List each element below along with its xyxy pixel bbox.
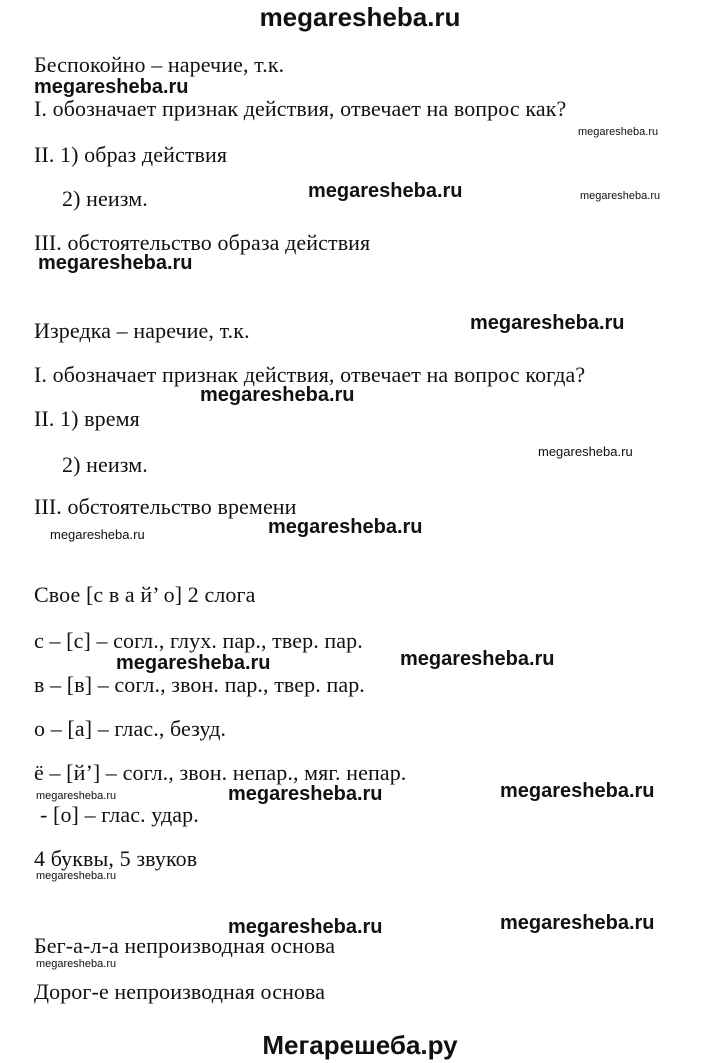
bespokoyno-line4: III. обстоятельство образа действия [34,230,371,255]
watermark: megaresheba.ru [578,126,659,138]
watermark: megaresheba.ru [38,252,193,274]
izredka-line2: II. 1) время [34,406,140,431]
watermark: megaresheba.ru [500,780,655,802]
svoe-v: в – [в] – согл., звон. пар., твер. пар. [34,672,365,697]
izredka-line1: I. обозначает признак действия, отвечает на вопрос когда? [34,362,586,387]
svoe-yo2: - [о] – глас. удар. [40,802,199,827]
watermark: megaresheba.ru [268,516,423,538]
watermark: megaresheba.ru [228,783,383,805]
morph-line1: Бег-а-л-а непроизводная основа [34,933,336,958]
morph-line2: Дорог-е непроизводная основа [34,979,326,1004]
svoe-title: Свое [с в а й’ о] 2 слога [34,582,256,607]
svoe-summary: 4 буквы, 5 звуков [34,846,198,871]
page-footer-site: Мегарешеба.ру [262,1030,458,1060]
watermark: megaresheba.ru [580,190,661,202]
watermark: megaresheba.ru [34,76,189,98]
svoe-s: с – [с] – согл., глух. пар., твер. пар. [34,628,363,653]
watermark: megaresheba.ru [116,652,271,674]
svoe-o: о – [а] – глас., безуд. [34,716,227,741]
page-header-site: megaresheba.ru [259,2,461,32]
bespokoyno-line3: 2) неизм. [62,186,148,211]
bespokoyno-line2: II. 1) образ действия [34,142,228,167]
watermark: megaresheba.ru [538,444,633,459]
watermark: megaresheba.ru [500,912,655,934]
izredka-title: Изредка – наречие, т.к. [34,318,250,343]
watermark: megaresheba.ru [400,648,555,670]
watermark: megaresheba.ru [36,790,117,802]
watermark: megaresheba.ru [36,958,117,970]
izredka-line3: 2) неизм. [62,452,148,477]
watermark: megaresheba.ru [36,870,117,882]
watermark: megaresheba.ru [50,527,145,542]
bespokoyno-line1: I. обозначает признак действия, отвечает на вопрос как? [34,96,567,121]
bespokoyno-title: Беспокойно – наречие, т.к. [34,52,285,77]
svoe-yo: ё – [й’] – согл., звон. непар., мяг. непар. [34,760,407,785]
watermark: megaresheba.ru [470,312,625,334]
watermark: megaresheba.ru [228,916,383,938]
watermark: megaresheba.ru [200,384,355,406]
izredka-line4: III. обстоятельство времени [34,494,297,519]
watermark: megaresheba.ru [308,180,463,202]
